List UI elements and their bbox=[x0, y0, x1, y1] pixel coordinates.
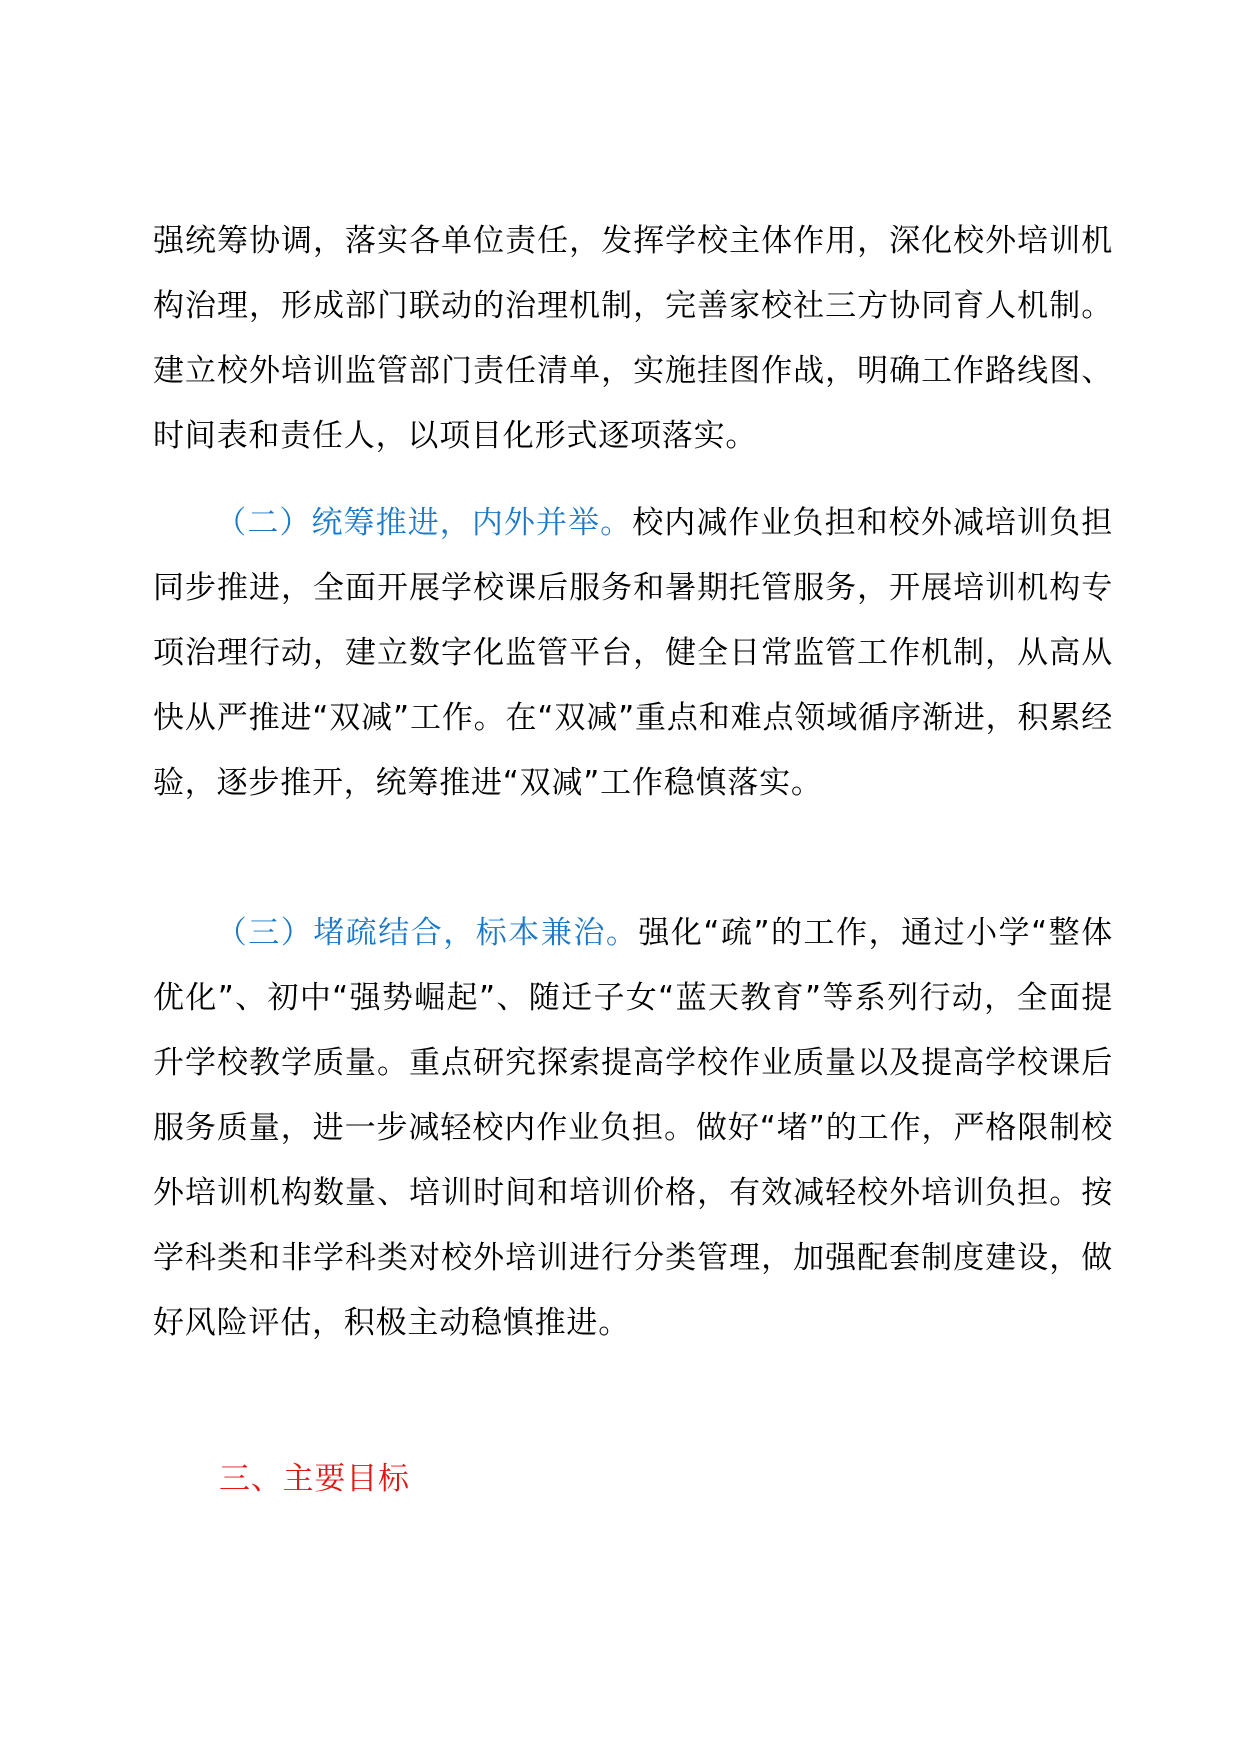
body-paragraph bbox=[153, 209, 1113, 469]
body-paragraph bbox=[153, 491, 1113, 816]
paragraph-text: 强统筹协调，落实各单位责任，发挥学校主体作用，深化校外培训机构治理，形成部门联动的治理机制，完善家校社三方协同育人机制。建立校外培训监管部门责任清单，实施挂图作战，明确工作路线图、时间表和责任人，以项目化形式逐项落实。 bbox=[153, 223, 1113, 454]
section-heading: 三、主要目标 bbox=[219, 1461, 410, 1497]
paragraph-text: 校内减作业负担和校外减培训负担同步推进，全面开展学校课后服务和暑期托管服务，开展培训机构专项治理行动，建立数字化监管平台，健全日常监管工作机制，从高从快从严推进“双减”工作。在“双减”重点和难点领域循序渐进，积累经验，逐步推开，统筹推进“双减”工作稳慎落实。 bbox=[153, 505, 1113, 801]
body-paragraph bbox=[153, 901, 1113, 1356]
subheading-two: （二）统筹推进，内外并举。 bbox=[215, 505, 633, 541]
subheading-three: （三）堵疏结合，标本兼治。 bbox=[215, 915, 639, 951]
paragraph-text: 强化“疏”的工作，通过小学“整体优化”、初中“强势崛起”、随迁子女“蓝天教育”等系列行动，全面提升学校教学质量。重点研究探索提高学校作业质量以及提高学校课后服务质量，进一步减轻校内作业负担。做好“堵”的工作，严格限制校外培训机构数量、培训时间和培训价格，有效减轻校外培训负担。按学科类和非学科类对校外培训进行分类管理，加强配套制度建设，做好风险评估，积极主动稳慎推进。 bbox=[153, 915, 1113, 1341]
